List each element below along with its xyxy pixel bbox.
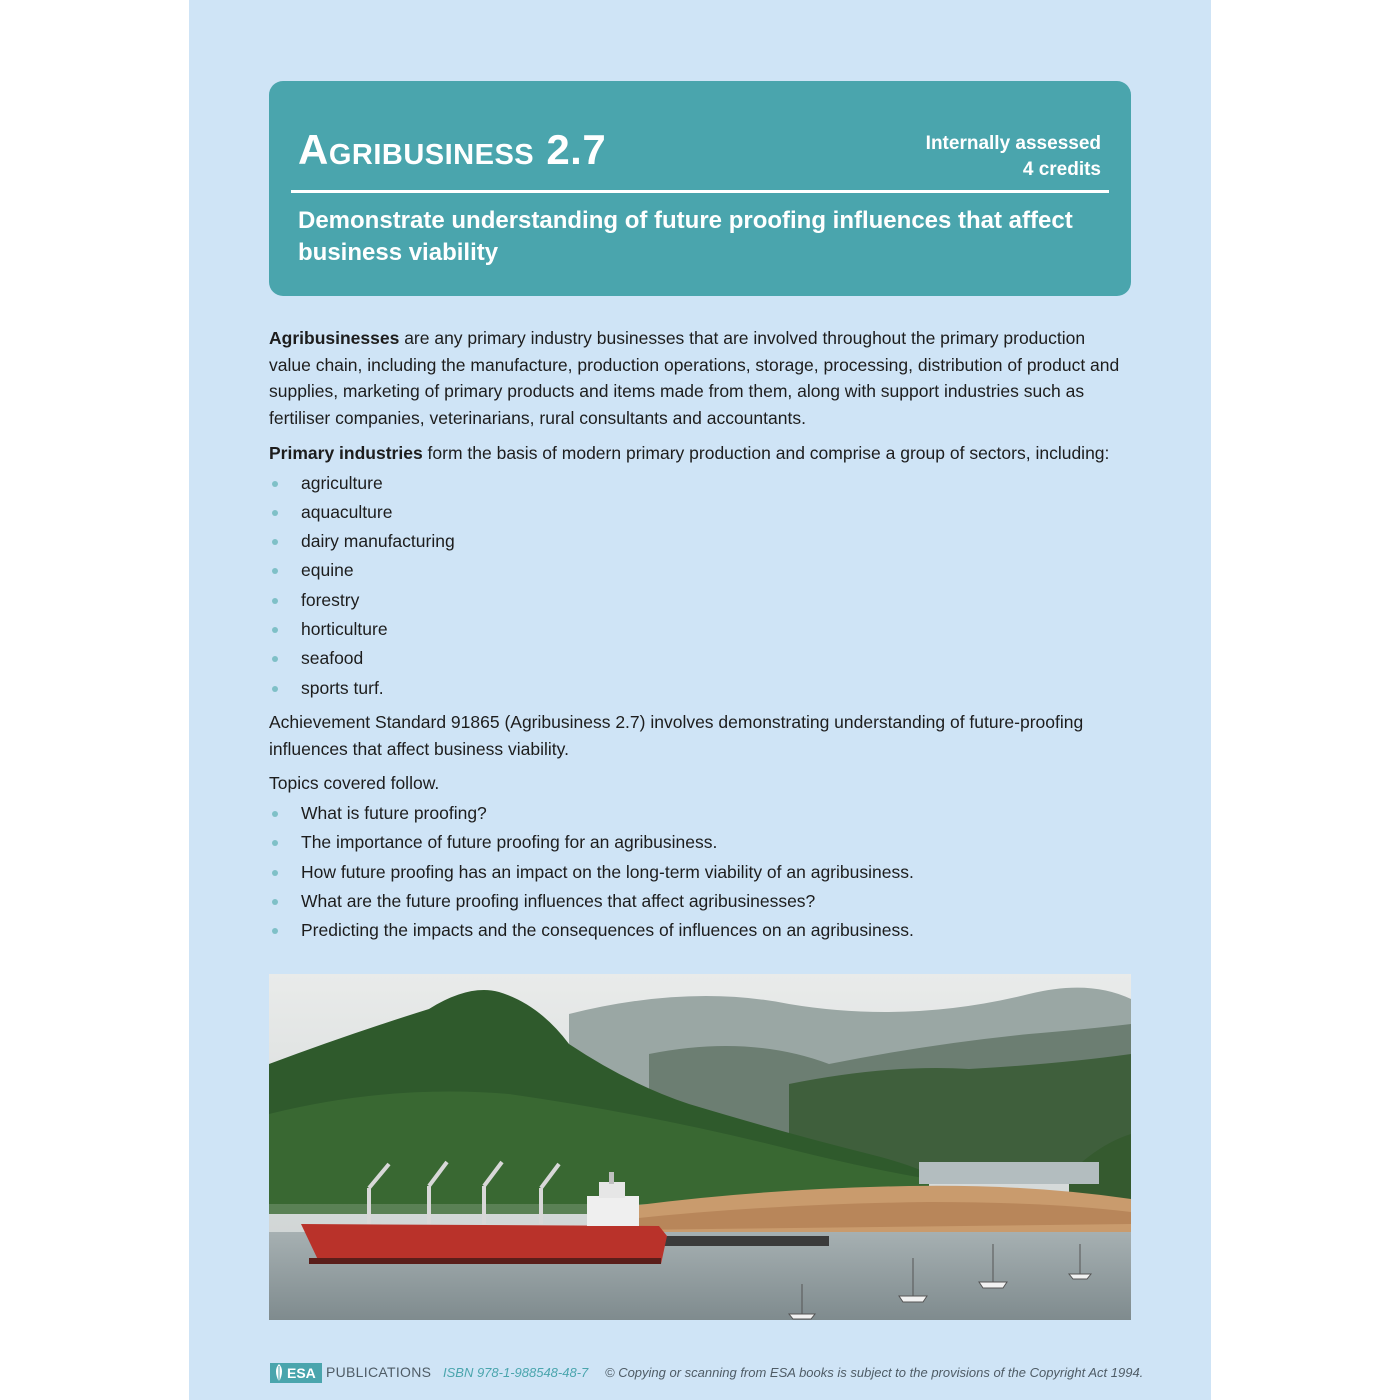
primary-paragraph (269, 440, 1131, 467)
list-item: seafood (269, 644, 1131, 673)
logo-wordmark: PUBLICATIONS (326, 1364, 432, 1380)
copyright-notice: © Copying or scanning from ESA books is subject to the provisions of the Copyright Act 1994. (605, 1365, 1144, 1380)
topics-intro: Topics covered follow. (269, 773, 440, 794)
esa-logo (270, 1363, 322, 1383)
intro-term: Agribusinesses (269, 328, 400, 348)
list-item: What are the future proofing influences that affect agribusinesses? (269, 887, 1131, 916)
primary-text: form the basis of modern primary production and comprise a group of sectors, including: (422, 442, 1110, 463)
isbn: ISBN 978-1-988548-48-7 (443, 1365, 589, 1380)
list-item: How future proofing has an impact on the long-term viability of an agribusiness. (269, 858, 1131, 887)
topics-list (269, 799, 1131, 945)
title-divider (291, 190, 1109, 193)
standard-title: Agribusiness 2.7 (298, 126, 607, 173)
credits: 4 credits (1022, 159, 1101, 180)
list-item: agriculture (269, 469, 1131, 498)
standard-paragraph: Achievement Standard 91865 (Agribusiness 2.7) involves demonstrating understanding of future-proofing influences that affect business viability. (269, 711, 1084, 759)
list-item: What is future proofing? (269, 799, 1131, 828)
list-item: Predicting the impacts and the consequences of influences on an agribusiness. (269, 916, 1131, 945)
assessment-info (926, 131, 1101, 183)
intro-paragraph (269, 325, 1131, 432)
page-footer (269, 1362, 1144, 1386)
primary-term: Primary industries (269, 442, 423, 463)
logo-mark-text: ESA (287, 1365, 316, 1381)
list-item: sports turf. (269, 674, 1131, 703)
intro-text: are any primary industry businesses that are involved throughout the primary production value chain, including the manufacture, production operations, storage, processing, distribution of product and supplies, marketing of primary products and items made from them, along with support industries such as fertiliser companies, veterinarians, rural consultants and accountants. (269, 328, 1120, 429)
assessment-type: Internally assessed (925, 133, 1101, 154)
title-banner (269, 81, 1131, 296)
list-item: equine (269, 556, 1131, 585)
leaf-icon (272, 1363, 286, 1383)
list-item: horticulture (269, 615, 1131, 644)
sector-list (269, 469, 1131, 703)
list-item: aquaculture (269, 498, 1131, 527)
standard-subtitle: Demonstrate understanding of future proofing influences that affect business viability (298, 207, 1073, 266)
body-content (269, 325, 1131, 951)
harbour-photo (269, 974, 1131, 1320)
page (189, 0, 1211, 1400)
list-item: forestry (269, 586, 1131, 615)
list-item: dairy manufacturing (269, 527, 1131, 556)
list-item: The importance of future proofing for an agribusiness. (269, 828, 1131, 857)
